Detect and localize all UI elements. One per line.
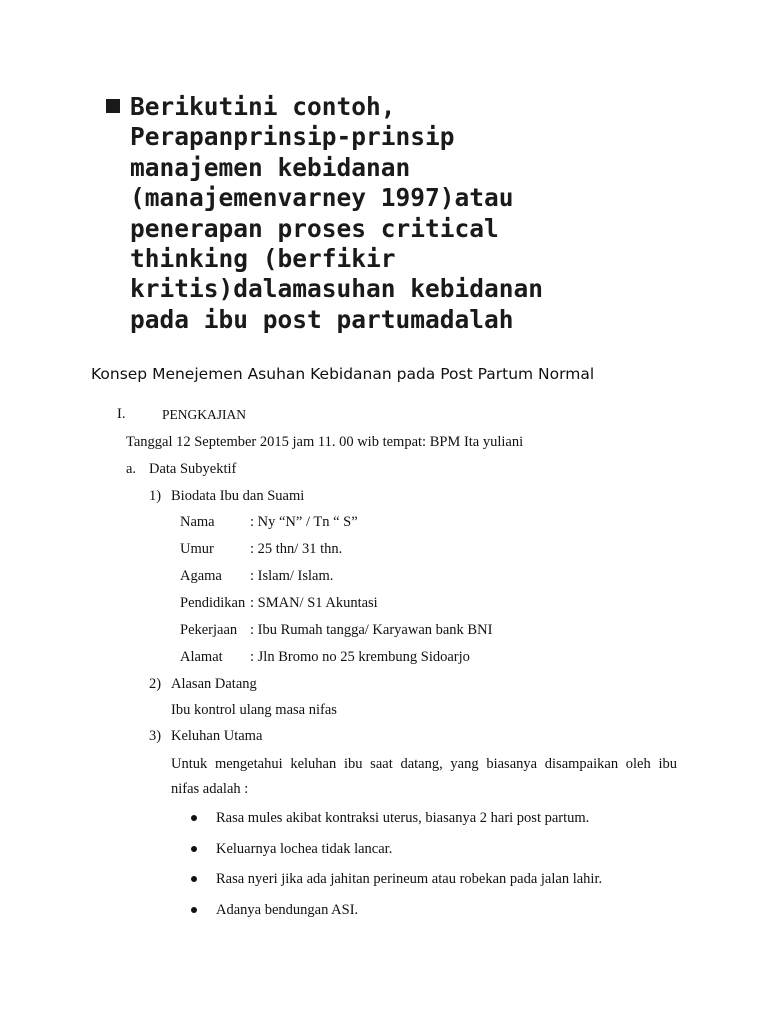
list-item: Rasa nyeri jika ada jahitan perineum atau robekan pada jalan lahir.	[216, 871, 603, 887]
headline-line: (manajemenvarney 1997)atau	[130, 183, 514, 213]
headline-line: kritis)dalamasuhan kebidanan	[130, 274, 544, 304]
list-item: Keluarnya lochea tidak lancar.	[216, 841, 393, 857]
section-title: PENGKAJIAN	[162, 407, 246, 422]
biodata-label: Pekerjaan	[180, 622, 238, 638]
biodata-value: : Jln Bromo no 25 krembung Sidoarjo	[250, 649, 470, 665]
list-item: Adanya bendungan ASI.	[216, 902, 359, 918]
biodata-label: Alamat	[180, 649, 223, 665]
biodata-value: : Ibu Rumah tangga/ Karyawan bank BNI	[250, 622, 493, 638]
biodata-label: Nama	[180, 514, 215, 530]
biodata-label: Umur	[180, 541, 214, 557]
biodata-value: : 25 thn/ 31 thn.	[250, 541, 343, 557]
biodata-value: : SMAN/ S1 Akuntasi	[250, 595, 378, 611]
square-bullet-icon	[106, 99, 120, 113]
keluhan-paragraph-line: Untuk mengetahui keluhan ibu saat datang, yang biasanya disampaikan oleh ibu	[171, 756, 677, 772]
biodata-label: Pendidikan	[180, 595, 246, 611]
sub-title: Data Subyektif	[149, 461, 237, 477]
bullet-dot-icon	[191, 907, 197, 913]
biodata-label: Agama	[180, 568, 222, 584]
headline-line: Berikutini contoh,	[130, 92, 396, 121]
bullet-dot-icon	[191, 846, 197, 852]
headline-line: penerapan proses critical	[130, 213, 499, 243]
item-title: Biodata Ibu dan Suami	[171, 488, 305, 504]
biodata-value: : Islam/ Islam.	[250, 568, 334, 584]
item-marker: 2)	[149, 676, 162, 692]
biodata-value: : Ny “N” / Tn “ S”	[250, 514, 358, 530]
date-line: Tanggal 12 September 2015 jam 11. 00 wib tempat: BPM Ita yuliani	[126, 434, 524, 450]
keluhan-paragraph-line: nifas adalah :	[171, 781, 249, 797]
headline-line: thinking (berfikir	[130, 244, 396, 273]
sub-marker: a.	[126, 461, 137, 477]
list-item: Rasa mules akibat kontraksi uterus, biasanya 2 hari post partum.	[216, 810, 590, 826]
section-numeral: I.	[117, 406, 126, 422]
item-text: Ibu kontrol ulang masa nifas	[171, 702, 337, 718]
item-marker: 1)	[149, 488, 162, 504]
item-marker: 3)	[149, 728, 162, 744]
headline-line: Perapanprinsip-prinsip	[130, 122, 455, 152]
item-title: Keluhan Utama	[171, 728, 263, 744]
document-subtitle: Konsep Menejemen Asuhan Kebidanan pada Post Partum Normal	[91, 365, 595, 383]
bullet-dot-icon	[191, 876, 197, 882]
headline-line: manajemen kebidanan	[130, 152, 411, 182]
bullet-dot-icon	[191, 815, 197, 821]
item-title: Alasan Datang	[171, 676, 257, 692]
headline-line: pada ibu post partumadalah	[130, 304, 514, 334]
